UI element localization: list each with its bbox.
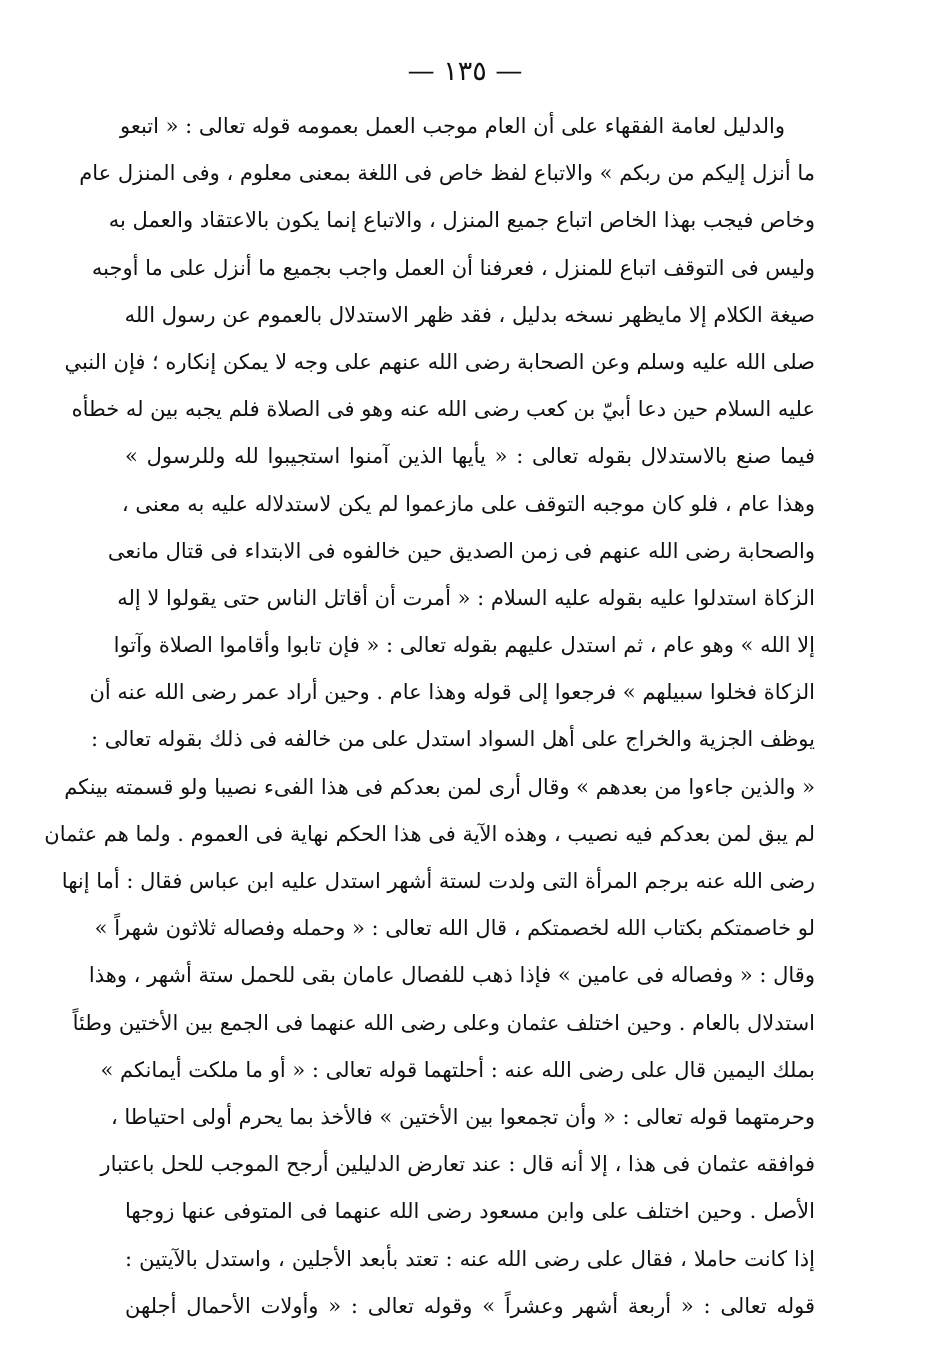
text-line: صلى الله عليه وسلم وعن الصحابة رضى الله عنهم على وجه لا يمكن إنكاره ؛ فإن النبي (64, 349, 815, 374)
page-number: — ١٣٥ — (407, 56, 523, 87)
text-line: لو خاصمتكم بكتاب الله لخصمتكم ، قال الله تعالى : « وحمله وفصاله ثلاثون شهراً » (94, 916, 815, 941)
text-line: إذا كانت حاملا ، فقال على رضى الله عنه : تعتد بأبعد الأجلين ، واستدل بالآيتين : (125, 1246, 815, 1271)
body-text (44, 103, 815, 1330)
text-line: الزكاة استدلوا عليه بقوله عليه السلام : « أمرت أن أقاتل الناس حتى يقولوا لا إله (117, 585, 815, 610)
text-line: قوله تعالى : « أربعة أشهر وعشراً » وقوله تعالى : « وأولات الأحمال أجلهن (125, 1293, 815, 1318)
text-line: صيغة الكلام إلا مايظهر نسخه بدليل ، فقد ظهر الاستدلال بالعموم عن رسول الله (124, 302, 815, 327)
text-line: « والذين جاءوا من بعدهم » وقال أرى لمن بعدكم فى هذا الفىء نصيبا ولو قسمته بينكم (64, 774, 815, 799)
text-line: وليس فى التوقف اتباع للمنزل ، فعرفنا أن العمل واجب بجميع ما أنزل على ما أوجبه (91, 255, 815, 280)
text-line: استدلال بالعام . وحين اختلف عثمان وعلى رضى الله عنهما فى الجمع بين الأختين وطئاً (72, 1010, 815, 1035)
text-line: يوظف الجزية والخراج على أهل السواد استدل على من خالفه فى ذلك بقوله تعالى : (90, 727, 815, 752)
text-line: وهذا عام ، فلو كان موجبه التوقف على مازعموا لم يكن لاستدلاله عليه به معنى ، (121, 491, 815, 516)
text-line: فوافقه عثمان فى هذا ، إلا أنه قال : عند تعارض الدليلين أرجح الموجب للحل باعتبار (100, 1152, 815, 1177)
text-line: والدليل لعامة الفقهاء على أن العام موجب العمل بعمومه قوله تعالى : « اتبعو (119, 114, 785, 138)
text-line: بملك اليمين قال على رضى الله عنه : أحلتهما قوله تعالى : « أو ما ملكت أيمانكم » (100, 1057, 815, 1082)
text-line: والصحابة رضى الله عنهم فى زمن الصديق حين خالفوه فى الابتداء فى قتال مانعى (107, 538, 815, 563)
text-line: وقال : « وفصاله فى عامين » فإذا ذهب للفصال عامان بقى للحمل ستة أشهر ، وهذا (88, 963, 815, 988)
text-line: رضى الله عنه برجم المرأة التى ولدت لستة أشهر استدل عليه ابن عباس فقال : أما إنها (61, 869, 815, 893)
text-line: وخاص فيجب بهذا الخاص اتباع جميع المنزل ، والاتباع إنما يكون بالاعتقاد والعمل به (108, 208, 815, 233)
text-line: فيما صنع بالاستدلال بقوله تعالى : « يأيها الذين آمنوا استجيبوا لله وللرسول » (125, 444, 815, 469)
text-line: ما أنزل إليكم من ربكم » والاتباع لفظ خاص فى اللغة بمعنى معلوم ، وفى المنزل عام (79, 161, 815, 186)
text-line: الأصل . وحين اختلف على وابن مسعود رضى الله عنهما فى المتوفى عنها زوجها (125, 1199, 815, 1224)
text-line: عليه السلام حين دعا أبيّ بن كعب رضى الله عنه وهو فى الصلاة فلم يجبه بين له خطأه (71, 397, 815, 422)
text-line: لم يبق لمن بعدكم فيه نصيب ، وهذه الآية فى هذا الحكم نهاية فى العموم . ولما هم عثمان (44, 821, 815, 846)
text-line: الزكاة فخلوا سبيلهم » فرجعوا إلى قوله وهذا عام . وحين أراد عمر رضى الله عنه أن (89, 680, 815, 705)
text-line: إلا الله » وهو عام ، ثم استدل عليهم بقوله تعالى : « فإن تابوا وأقاموا الصلاة وآتوا (113, 633, 815, 658)
text-line: وحرمتهما قوله تعالى : « وأن تجمعوا بين الأختين » فالأخذ بما يحرم أولى احتياطا ، (110, 1104, 815, 1129)
